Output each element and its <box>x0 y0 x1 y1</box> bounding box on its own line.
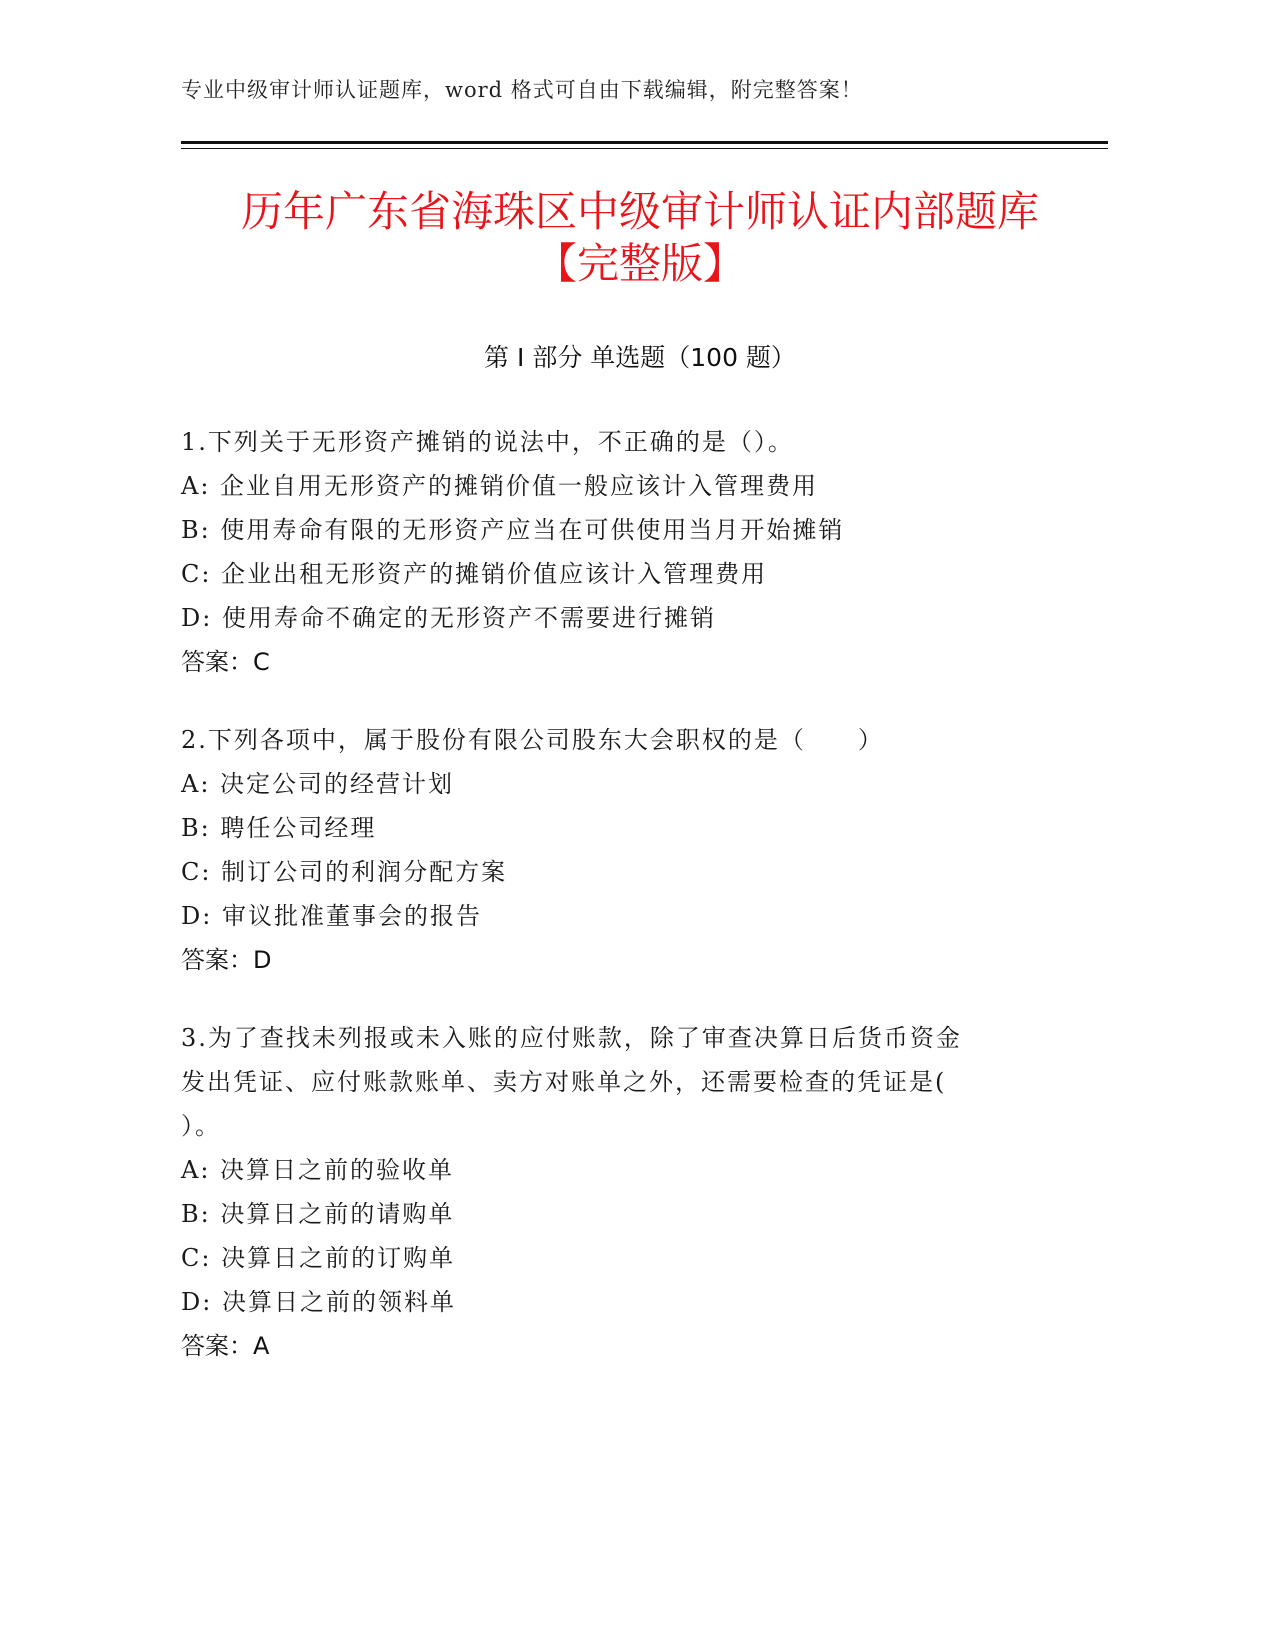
header-note: 专业中级审计师认证题库，word 格式可自由下载编辑，附完整答案！ <box>181 78 863 102</box>
answer-text: 答案：D <box>181 946 272 974</box>
option-b: B: 使用寿命有限的无形资产应当在可供使用当月开始摊销 <box>181 516 845 544</box>
question-stem-line-1: 3.为了查找未列报或未入账的应付账款，除了审查决算日后货币资金 <box>181 1024 962 1052</box>
option-b: B: 决算日之前的请购单 <box>181 1200 455 1228</box>
option-c: C: 企业出租无形资产的摊销价值应该计入管理费用 <box>181 560 768 588</box>
option-a: A: 决定公司的经营计划 <box>181 770 455 798</box>
title-line-1: 历年广东省海珠区中级审计师认证内部题库 <box>240 187 1039 236</box>
question-stem: 2.下列各项中，属于股份有限公司股东大会职权的是（ ） <box>181 726 884 754</box>
option-c: C: 决算日之前的订购单 <box>181 1244 456 1272</box>
question-list <box>181 420 1081 1402</box>
option-c: C: 制订公司的利润分配方案 <box>181 858 508 886</box>
document-title <box>140 186 1140 290</box>
answer-text: 答案：C <box>181 648 270 676</box>
section-title: 第 I 部分 单选题（100 题） <box>484 343 796 372</box>
header-rule-thin <box>181 148 1108 149</box>
question-stem-line-2: 发出凭证、应付账款账单、卖方对账单之外，还需要检查的凭证是( <box>181 1068 947 1096</box>
option-d: D: 使用寿命不确定的无形资产不需要进行摊销 <box>181 604 716 632</box>
answer-text: 答案：A <box>181 1332 270 1360</box>
option-d: D: 决算日之前的领料单 <box>181 1288 456 1316</box>
title-line-2: 【完整版】 <box>534 239 745 288</box>
question-item <box>181 420 1081 684</box>
question-item <box>181 718 1081 982</box>
header-rule-thick <box>181 141 1108 144</box>
option-a: A: 决算日之前的验收单 <box>181 1156 455 1184</box>
question-stem-line-3: ）。 <box>181 1112 221 1140</box>
option-b: B: 聘任公司经理 <box>181 814 377 842</box>
option-a: A: 企业自用无形资产的摊销价值一般应该计入管理费用 <box>181 472 819 500</box>
option-d: D: 审议批准董事会的报告 <box>181 902 482 930</box>
question-item <box>181 1016 1081 1368</box>
question-stem: 1.下列关于无形资产摊销的说法中，不正确的是（）。 <box>181 428 794 456</box>
